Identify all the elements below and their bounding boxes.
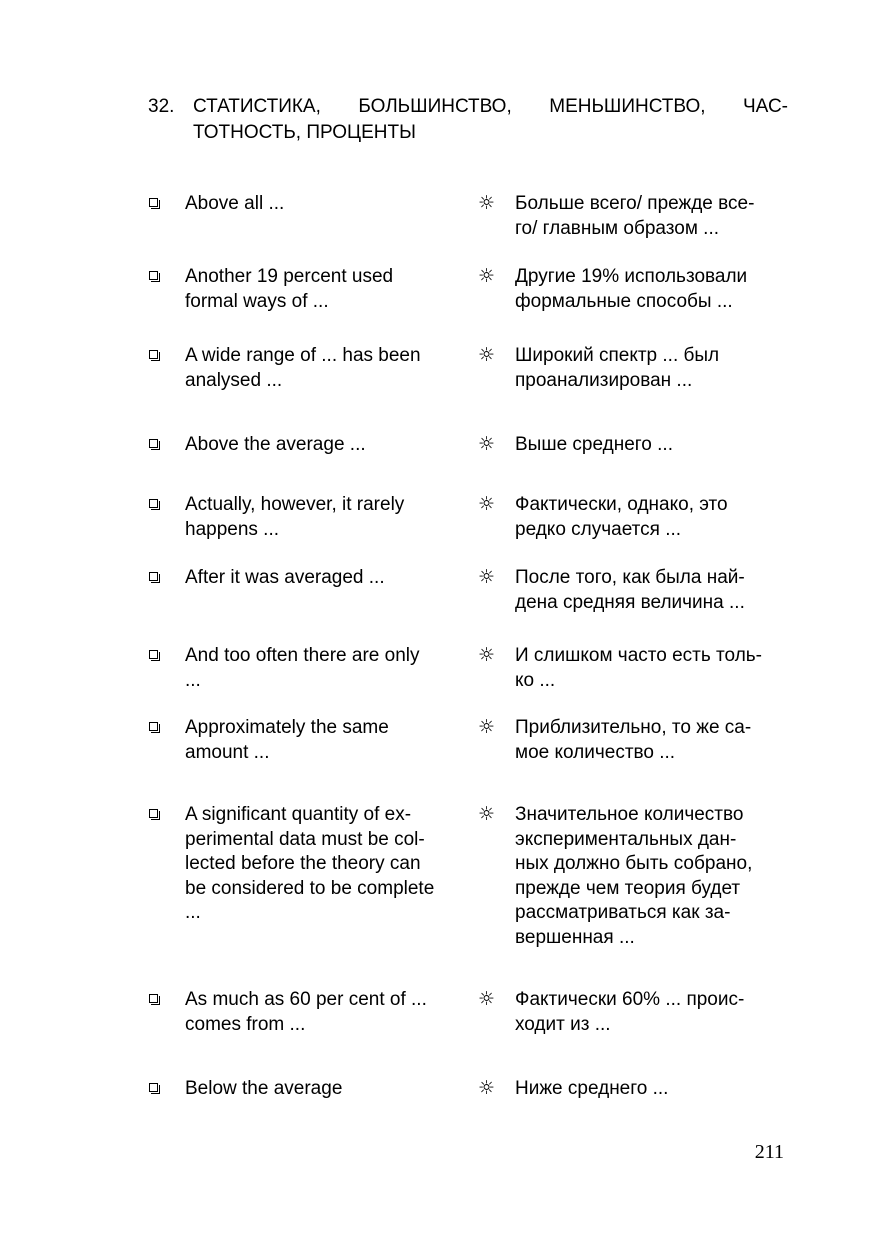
square-bullet-icon (149, 572, 158, 581)
english-phrase: And too often there are only ... (185, 645, 420, 691)
english-phrase: As much as 60 per cent of ... comes from ... (185, 989, 427, 1035)
square-bullet-icon (149, 271, 158, 280)
russian-translation: Больше всего/ прежде все- го/ главным образом ... (515, 193, 755, 239)
sun-icon: ☼ (478, 988, 496, 1010)
english-phrase: Above all ... (185, 193, 285, 214)
square-bullet-icon (149, 994, 158, 1003)
sun-icon: ☼ (478, 265, 496, 287)
square-bullet-icon (149, 198, 158, 207)
english-phrase: Another 19 percent used formal ways of ... (185, 266, 394, 312)
sun-icon: ☼ (478, 803, 496, 825)
section-title: СТАТИСТИКА, БОЛЬШИНСТВО, МЕНЬШИНСТВО, ЧАС-ТОТНОСТЬ, ПРОЦЕНТЫ (193, 96, 788, 143)
square-bullet-icon (149, 650, 158, 659)
square-bullet-icon (149, 1083, 158, 1092)
sun-icon: ☼ (478, 644, 496, 666)
square-bullet-icon (149, 350, 158, 359)
russian-translation: Фактически, однако, это редко случается ... (515, 494, 728, 540)
english-phrase: A significant quantity of ex- perimental data must be col- lected before the theory can be considered to be complete ... (185, 804, 435, 923)
sun-icon: ☼ (478, 566, 496, 588)
sun-icon: ☼ (478, 493, 496, 515)
sun-icon: ☼ (478, 716, 496, 738)
square-bullet-icon (149, 499, 158, 508)
square-bullet-icon (149, 809, 158, 818)
sun-icon: ☼ (478, 192, 496, 214)
sun-icon: ☼ (478, 1077, 496, 1099)
russian-translation: Приблизительно, то же са- мое количество ... (515, 717, 752, 763)
russian-translation: Выше среднего ... (515, 434, 673, 455)
russian-translation: Ниже среднего ... (515, 1078, 669, 1099)
russian-translation: После того, как была най- дена средняя величина ... (515, 567, 745, 613)
square-bullet-icon (149, 722, 158, 731)
square-bullet-icon (149, 439, 158, 448)
russian-translation: И слишком часто есть толь- ко ... (515, 645, 763, 691)
russian-translation: Другие 19% использовали формальные способы ... (515, 266, 748, 312)
russian-translation: Значительное количество экспериментальных дан- ных должно быть собрано, прежде чем теория будет рассматриваться как за- вершенная ... (515, 804, 753, 948)
page-number: 211 (754, 1141, 784, 1163)
english-phrase: Actually, however, it rarely happens ... (185, 494, 405, 540)
english-phrase: Above the average ... (185, 434, 366, 455)
section-number: 32. (148, 96, 175, 117)
russian-translation: Широкий спектр ... был проанализирован ... (515, 345, 720, 391)
sun-icon: ☼ (478, 433, 496, 455)
english-phrase: Below the average (185, 1078, 343, 1099)
english-phrase: A wide range of ... has been analysed ... (185, 345, 421, 391)
english-phrase: After it was averaged ... (185, 567, 385, 588)
russian-translation: Фактически 60% ... проис- ходит из ... (515, 989, 745, 1035)
english-phrase: Approximately the same amount ... (185, 717, 389, 763)
sun-icon: ☼ (478, 344, 496, 366)
